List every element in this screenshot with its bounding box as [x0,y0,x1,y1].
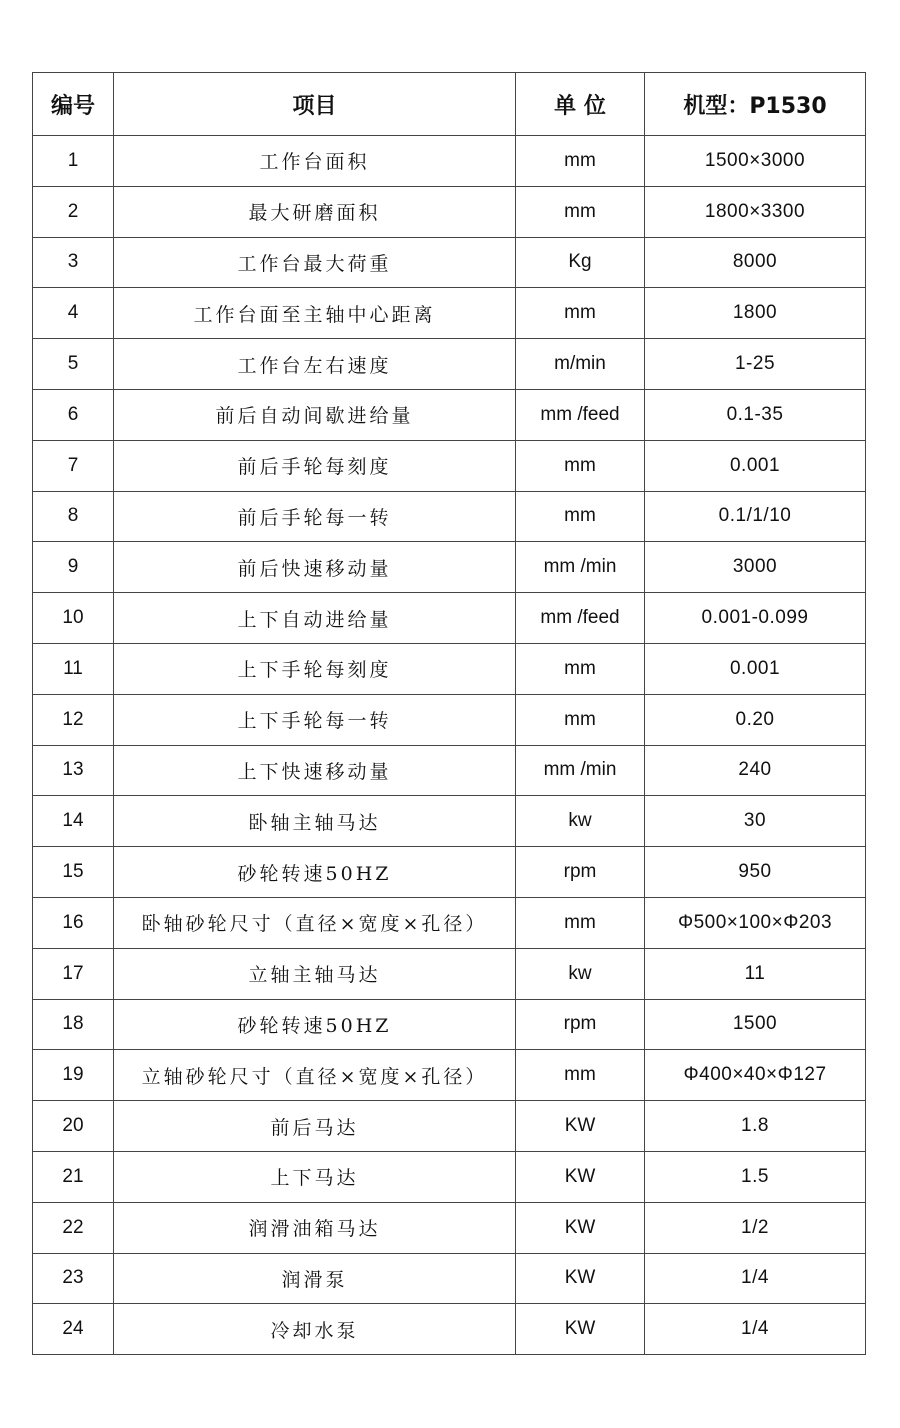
row-item: 前后马达 [114,1101,516,1152]
row-item: 前后手轮每一转 [114,491,516,542]
row-number: 14 [33,796,114,847]
row-value: 0.001-0.099 [645,593,866,644]
row-item: 卧轴砂轮尺寸（直径×宽度×孔径） [114,897,516,948]
row-value: 950 [645,847,866,898]
row-unit: mm [516,491,645,542]
row-unit: KW [516,1202,645,1253]
row-number: 1 [33,136,114,187]
row-number: 7 [33,440,114,491]
row-unit: mm /min [516,542,645,593]
row-value: 0.001 [645,440,866,491]
table-row [33,1101,866,1152]
row-number: 16 [33,897,114,948]
row-value: 1/2 [645,1202,866,1253]
row-value: 1500 [645,999,866,1050]
row-value: 0.20 [645,694,866,745]
table-row [33,999,866,1050]
row-number: 10 [33,593,114,644]
row-value: 1800 [645,288,866,339]
row-value: Φ400×40×Φ127 [645,1050,866,1101]
row-value: Φ500×100×Φ203 [645,897,866,948]
row-value: 240 [645,745,866,796]
row-unit: mm [516,1050,645,1101]
row-unit: Kg [516,237,645,288]
row-item: 最大研磨面积 [114,186,516,237]
row-value: 11 [645,948,866,999]
row-item: 上下手轮每刻度 [114,643,516,694]
table-row [33,440,866,491]
row-item: 工作台面积 [114,136,516,187]
row-unit: mm /feed [516,593,645,644]
row-item: 工作台最大荷重 [114,237,516,288]
row-number: 24 [33,1304,114,1355]
row-unit: mm /min [516,745,645,796]
table-row [33,1304,866,1355]
row-number: 6 [33,389,114,440]
row-number: 4 [33,288,114,339]
row-item: 砂轮转速50HZ [114,847,516,898]
table-row [33,1202,866,1253]
table-row [33,491,866,542]
row-value: 30 [645,796,866,847]
row-unit: mm [516,643,645,694]
row-value: 1.5 [645,1151,866,1202]
row-unit: mm /feed [516,389,645,440]
row-item: 上下快速移动量 [114,745,516,796]
header-row [33,73,866,136]
row-value: 1800×3300 [645,186,866,237]
header-unit: 单 位 [516,73,645,136]
row-unit: kw [516,796,645,847]
row-number: 5 [33,339,114,390]
table-row [33,897,866,948]
row-value: 0.1-35 [645,389,866,440]
table-row [33,643,866,694]
table-row [33,1050,866,1101]
row-value: 1.8 [645,1101,866,1152]
row-unit: mm [516,694,645,745]
table-row [33,847,866,898]
table-row [33,186,866,237]
row-unit: m/min [516,339,645,390]
row-number: 15 [33,847,114,898]
row-item: 上下自动进给量 [114,593,516,644]
row-unit: KW [516,1151,645,1202]
table-row [33,542,866,593]
row-number: 2 [33,186,114,237]
table-row [33,694,866,745]
header-no: 编号 [33,73,114,136]
header-item: 项目 [114,73,516,136]
row-item: 冷却水泵 [114,1304,516,1355]
row-number: 22 [33,1202,114,1253]
row-number: 18 [33,999,114,1050]
row-value: 1-25 [645,339,866,390]
spec-table [32,72,866,1355]
row-unit: rpm [516,847,645,898]
row-item: 上下手轮每一转 [114,694,516,745]
row-number: 23 [33,1253,114,1304]
row-item: 立轴主轴马达 [114,948,516,999]
row-number: 12 [33,694,114,745]
row-item: 润滑泵 [114,1253,516,1304]
row-item: 润滑油箱马达 [114,1202,516,1253]
row-unit: rpm [516,999,645,1050]
row-unit: mm [516,897,645,948]
table-row [33,1151,866,1202]
table-row [33,237,866,288]
row-number: 17 [33,948,114,999]
row-value: 1/4 [645,1304,866,1355]
row-item: 前后手轮每刻度 [114,440,516,491]
table-row [33,136,866,187]
row-unit: mm [516,186,645,237]
table-row [33,948,866,999]
row-item: 前后快速移动量 [114,542,516,593]
row-number: 3 [33,237,114,288]
row-item: 工作台面至主轴中心距离 [114,288,516,339]
row-item: 上下马达 [114,1151,516,1202]
row-unit: KW [516,1304,645,1355]
row-unit: mm [516,136,645,187]
table-row [33,1253,866,1304]
row-item: 砂轮转速50HZ [114,999,516,1050]
row-unit: mm [516,288,645,339]
table-row [33,339,866,390]
table-row [33,288,866,339]
row-value: 3000 [645,542,866,593]
row-item: 前后自动间歇进给量 [114,389,516,440]
row-item: 工作台左右速度 [114,339,516,390]
row-unit: mm [516,440,645,491]
row-item: 卧轴主轴马达 [114,796,516,847]
row-unit: KW [516,1101,645,1152]
row-value: 1500×3000 [645,136,866,187]
row-value: 0.1/1/10 [645,491,866,542]
row-number: 13 [33,745,114,796]
table-row [33,593,866,644]
row-item: 立轴砂轮尺寸（直径×宽度×孔径） [114,1050,516,1101]
table-row [33,796,866,847]
table-row [33,745,866,796]
row-number: 20 [33,1101,114,1152]
row-number: 9 [33,542,114,593]
table-row [33,389,866,440]
row-unit: kw [516,948,645,999]
header-model: 机型：P1530 [645,73,866,136]
row-number: 11 [33,643,114,694]
row-value: 1/4 [645,1253,866,1304]
row-number: 19 [33,1050,114,1101]
row-number: 21 [33,1151,114,1202]
row-unit: KW [516,1253,645,1304]
row-number: 8 [33,491,114,542]
row-value: 8000 [645,237,866,288]
row-value: 0.001 [645,643,866,694]
